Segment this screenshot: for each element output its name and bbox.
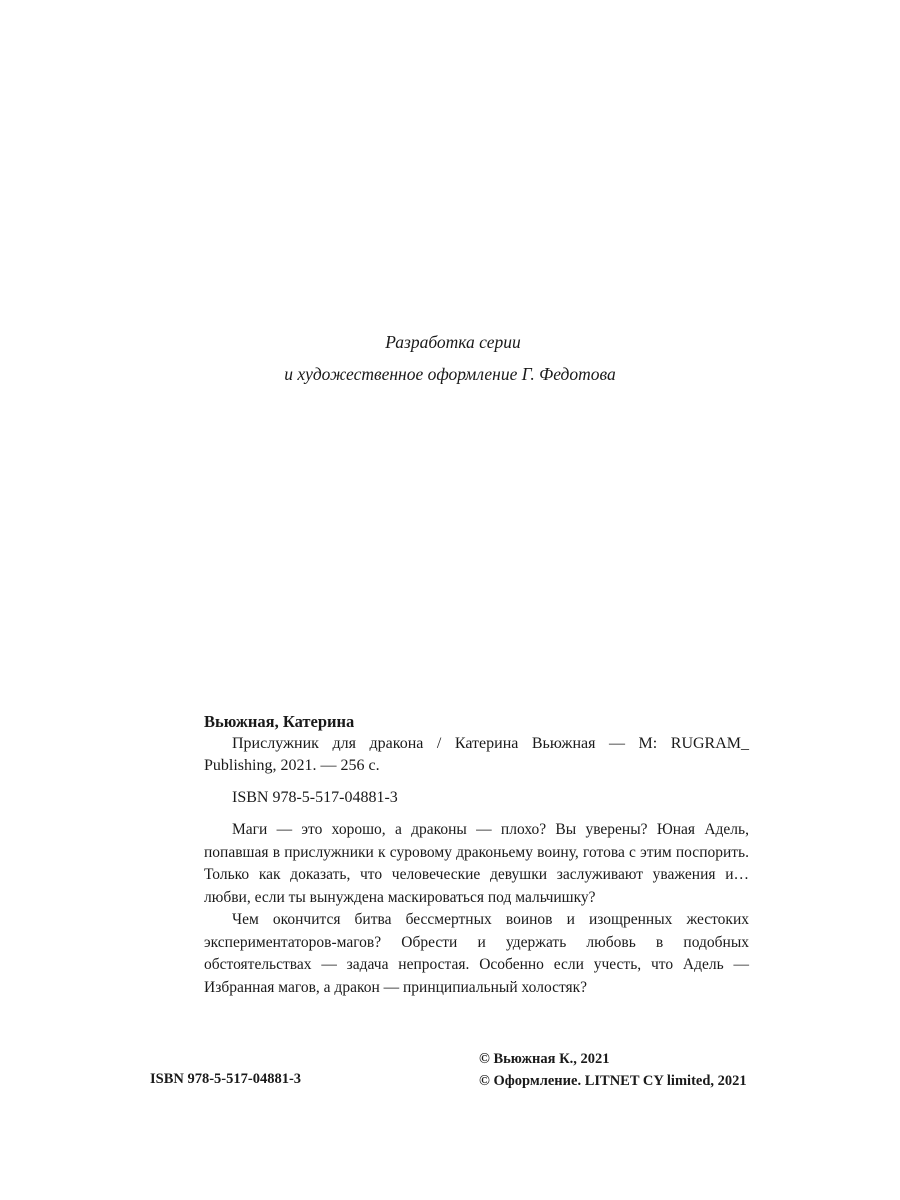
copyright-block [479, 1048, 747, 1092]
annotation-paragraph-2: Чем окончится битва бессмертных воинов и изощренных жестоких экспериментаторов-магов? Обрести и удержать любовь в подобных обстоятельствах — задача непростая. Особенно если учесть, что Адель — Избранная магов, а дракон — принципиальный холостяк? [204, 911, 749, 996]
credits-line-1: Разработка серии [385, 332, 521, 352]
annotation [204, 819, 749, 999]
bibliographic-record [204, 711, 749, 809]
author-heading: Вьюжная, Катерина [204, 712, 355, 731]
footer-isbn: ISBN 978-5-517-04881-3 [150, 1071, 302, 1087]
copyright-author: © Вьюжная К., 2021 [479, 1051, 610, 1067]
annotation-paragraph-1: Маги — это хорошо, а драконы — плохо? Вы уверены? Юная Адель, попавшая в прислужники к суровому драконьему воину, готова с этим поспорить. Только как доказать, что человеческие девушки заслуживают уважения и… любви, если ты вынуждена маскироваться под мальчишку? [204, 821, 749, 906]
bibliographic-entry: Прислужник для дракона / Катерина Вьюжная — М: RUGRAM_ Publishing, 2021. — 256 с. [204, 735, 749, 774]
copyright-design: © Оформление. LITNET CY limited, 2021 [479, 1073, 747, 1089]
series-credits [0, 326, 900, 390]
record-isbn: ISBN 978-5-517-04881-3 [232, 789, 398, 806]
credits-line-2: и художественное оформление Г. Федотова [284, 364, 616, 384]
